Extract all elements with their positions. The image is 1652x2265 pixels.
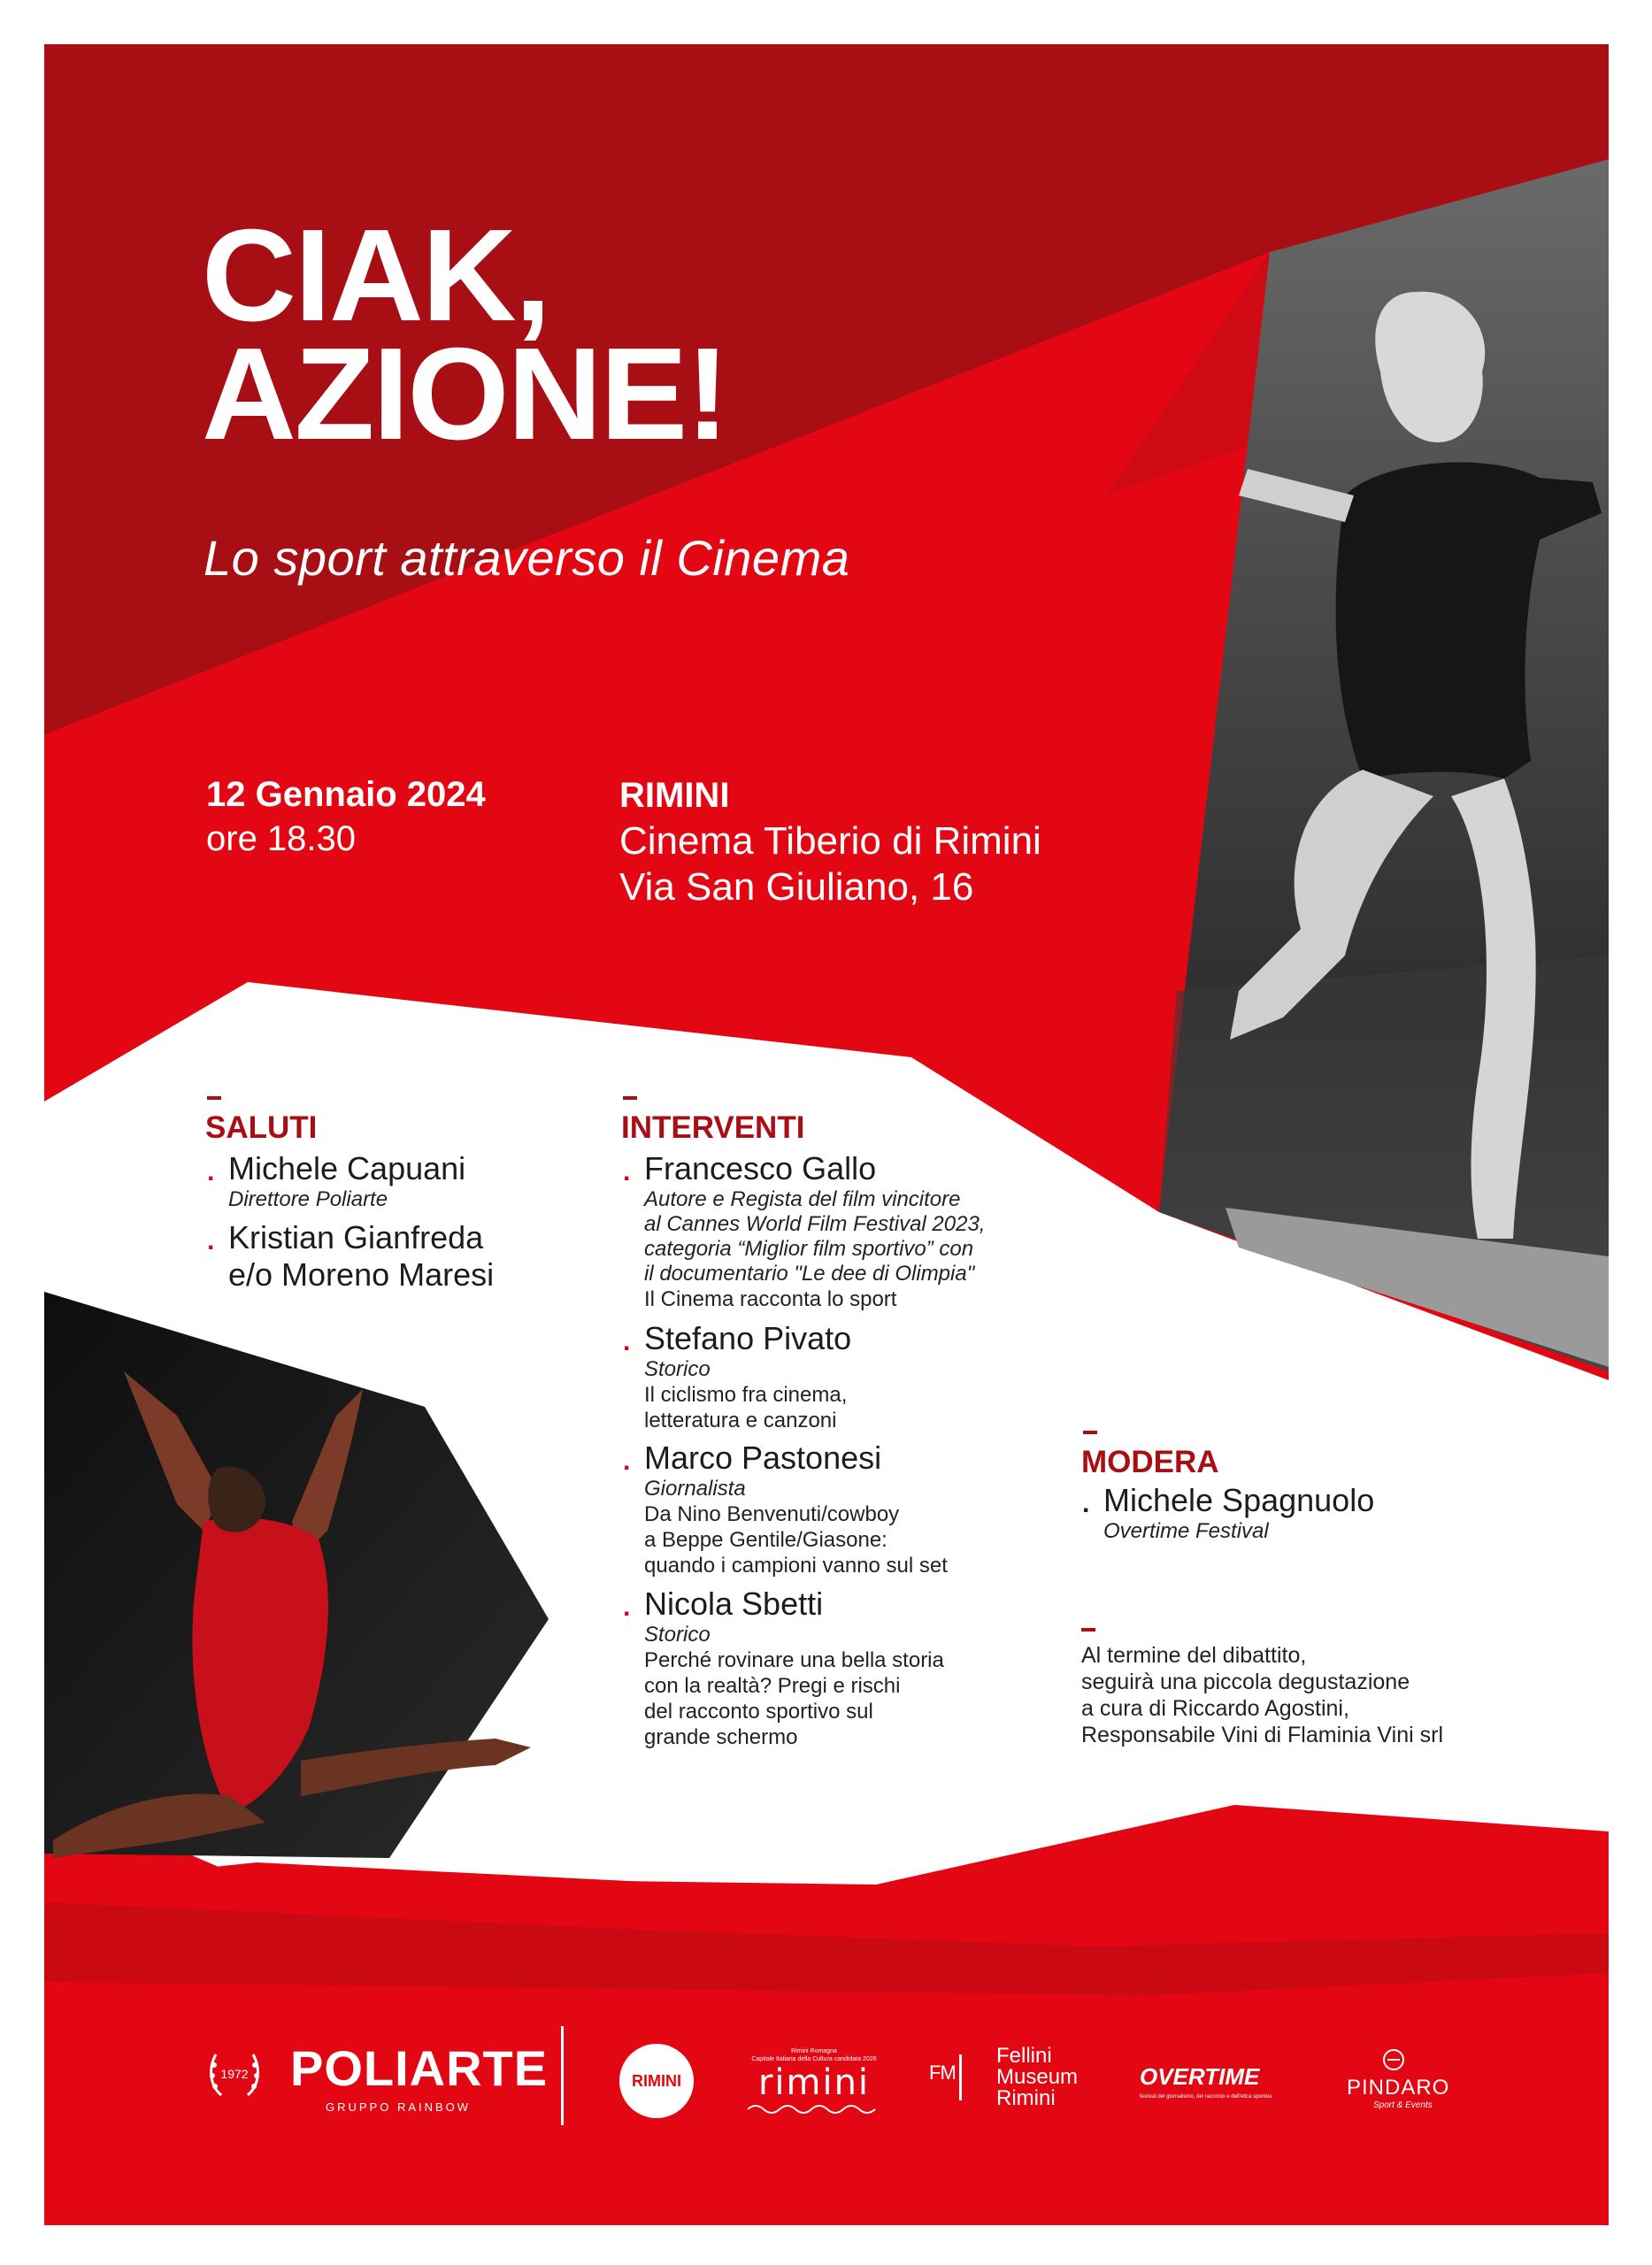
- speaker-role-line: Autore e Regista del film vincitore: [644, 1187, 961, 1211]
- interventi-item: [623, 1150, 986, 1312]
- speaker-role: Giornalista: [644, 1477, 746, 1501]
- title-line-2: AZIONE!: [202, 321, 728, 467]
- poster-subtitle: Lo sport attraverso il Cinema: [204, 530, 850, 586]
- event-date: 12 Gennaio 2024: [206, 775, 486, 814]
- speaker-role-line: al Cannes World Film Festival 2023,: [644, 1212, 986, 1236]
- speaker-role-line: il documentario "Le dee di Olimpia": [644, 1262, 975, 1286]
- fellini-line: Fellini: [996, 2044, 1052, 2068]
- moderator-role: Overtime Festival: [1103, 1519, 1269, 1543]
- modera-item: [1082, 1482, 1375, 1544]
- bullet-icon: .: [1082, 1489, 1090, 1518]
- wave-icon: [748, 2102, 880, 2116]
- bullet-icon: .: [623, 1593, 631, 1622]
- event-date-block: [206, 772, 486, 861]
- speaker-role: Storico: [644, 1623, 711, 1647]
- closing-note-line: Al termine del dibattito,: [1081, 1643, 1307, 1668]
- overtime-logo: OVERTIME: [1140, 2063, 1260, 2090]
- talk-title-line: Il Cinema racconta lo sport: [644, 1287, 897, 1311]
- talk-title-line: con la realtà? Pregi e rischi: [644, 1674, 901, 1698]
- closing-note: [1081, 1642, 1443, 1748]
- moderator-name: Michele Spagnuolo: [1103, 1482, 1375, 1518]
- poster-title: [202, 203, 728, 467]
- interventi-heading: INTERVENTI: [621, 1110, 805, 1145]
- closing-note-line: seguirà una piccola degustazione: [1081, 1670, 1410, 1694]
- logo-divider: [561, 2026, 564, 2125]
- interventi-item: [623, 1320, 852, 1433]
- fellini-mark: FM: [929, 2062, 956, 2084]
- speaker-role-line: categoria “Miglior film sportivo” con: [644, 1237, 974, 1261]
- closing-note-line: a cura di Riccardo Agostini,: [1081, 1696, 1349, 1721]
- rimini-capitale-line: Capitale Italiana della Cultura candidata 2026: [751, 2056, 877, 2062]
- saluti-item: [207, 1219, 495, 1294]
- speaker-name: Michele Capuani: [228, 1150, 466, 1186]
- closing-note-dash: [1081, 1628, 1095, 1632]
- talk-title-line: Perché rovinare una bella storia: [644, 1648, 944, 1672]
- bullet-icon: .: [207, 1157, 215, 1186]
- poliarte-laurel-icon: [204, 2044, 265, 2106]
- bullet-icon: .: [623, 1447, 631, 1476]
- event-venue: Cinema Tiberio di Rimini: [619, 819, 1041, 863]
- speaker-name: Marco Pastonesi: [644, 1440, 882, 1476]
- modera-heading: MODERA: [1081, 1445, 1219, 1479]
- bullet-icon: .: [623, 1327, 631, 1356]
- poliarte-year: 1972: [220, 2067, 249, 2081]
- rimini-circle-logo: RIMINI: [619, 2044, 694, 2118]
- talk-title-line: letteratura e canzoni: [644, 1409, 837, 1432]
- closing-note-line: Responsabile Vini di Flaminia Vini srl: [1081, 1723, 1443, 1747]
- bullet-icon: .: [623, 1157, 631, 1186]
- pindaro-subtitle: Sport & Events: [1373, 2100, 1433, 2110]
- talk-title-line: a Beppe Gentile/Giasone:: [644, 1528, 887, 1552]
- event-venue-block: [619, 772, 1041, 910]
- fellini-line: Museum: [996, 2065, 1079, 2089]
- rimini-script-logo: rimini: [757, 2062, 871, 2103]
- rimini-capitale-line: Rimini Romagna: [791, 2048, 837, 2054]
- event-time: ore 18.30: [206, 819, 357, 858]
- saluti-item: [207, 1150, 466, 1212]
- interventi-item: [623, 1586, 944, 1750]
- interventi-item: [623, 1440, 948, 1578]
- title-line-1: CIAK,: [202, 203, 549, 349]
- speaker-name: Stefano Pivato: [644, 1320, 852, 1356]
- saluti-heading: SALUTI: [205, 1110, 318, 1145]
- bullet-icon: .: [207, 1226, 215, 1255]
- talk-title-line: Il ciclismo fra cinema,: [644, 1383, 848, 1407]
- fellini-line: Rimini: [996, 2086, 1056, 2110]
- poliarte-logo: POLIARTE: [290, 2040, 549, 2096]
- pindaro-logo: PINDARO: [1347, 2076, 1450, 2100]
- talk-title-line: Da Nino Benvenuti/cowboy: [644, 1502, 900, 1526]
- event-city: RIMINI: [619, 776, 730, 815]
- speaker-role: Direttore Poliarte: [228, 1187, 388, 1211]
- speaker-name: Nicola Sbetti: [644, 1586, 824, 1622]
- talk-title-line: del racconto sportivo sul: [644, 1700, 873, 1724]
- overtime-subtitle: festival del giornalismo, del racconto e dell'etica sportiva: [1140, 2094, 1272, 2100]
- pindaro-laurel-icon: [1376, 2047, 1411, 2074]
- speaker-role: Storico: [644, 1357, 711, 1381]
- speaker-name-line2: e/o Moreno Maresi: [228, 1256, 495, 1293]
- talk-title-line: grande schermo: [644, 1725, 798, 1749]
- fellini-divider: [959, 2054, 962, 2100]
- speaker-name: Kristian Gianfreda: [228, 1219, 484, 1255]
- rimini-capitale-logo: [748, 2047, 880, 2119]
- poliarte-subtitle: GRUPPO RAINBOW: [326, 2100, 472, 2114]
- speaker-name: Francesco Gallo: [644, 1150, 877, 1186]
- fellini-museum-logo: [996, 2046, 1078, 2109]
- event-address: Via San Giuliano, 16: [619, 865, 974, 909]
- partner-logos: [0, 2008, 1652, 2123]
- talk-title-line: quando i campioni vanno sul set: [644, 1554, 948, 1578]
